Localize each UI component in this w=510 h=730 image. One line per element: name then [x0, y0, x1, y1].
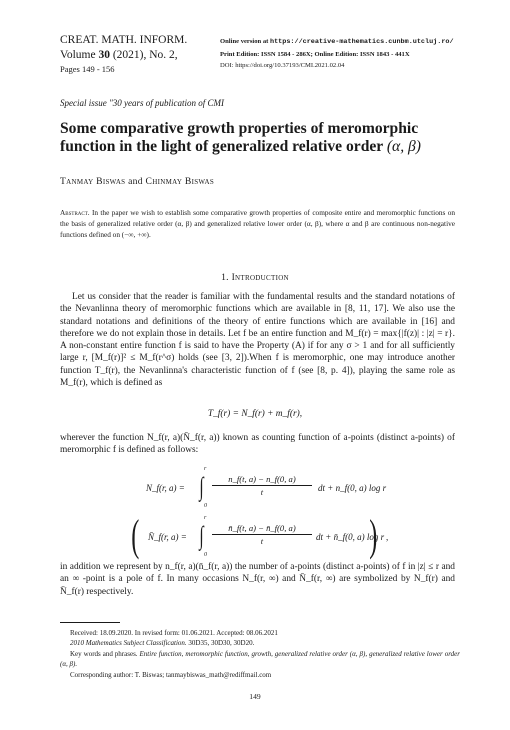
doi-link[interactable]: DOI: https://doi.org/10.37193/CMI.2021.02.04: [220, 62, 345, 70]
integral-sign-icon: ∫: [199, 521, 204, 550]
special-issue-note: Special issue "30 years of publication of CMI: [60, 98, 225, 108]
abstract-text: In the paper we wish to establish some comparative growth properties of composite entire and meromorphic functions on the basis of generalized relative order (α, β) and generalized relative lower order (α, β), where α and β are continuous non-negative functions defined on (−∞, +∞).: [60, 208, 455, 239]
eq2-upper: r: [204, 466, 207, 472]
intro-paragraph: Let us consider that the reader is familiar with the fundamental results and the standard notations of the Nevanlinna theory of meromorphic functions which are available in [8, 11, 17]. We also use the standard notations and definitions of the theory of entire functions which are available in [16] and therefore we do not explain those in details. Let f be an entire function and M_f(r) = max{|f(z)| : |z| = r}. A non-constant entire function f is said to have the Property (A) if for any σ > 1 and for all sufficiently large r, [M_f(r)]² ≤ M_f(r^σ) holds (see [3, 2]).When f is meromorphic, one may introduce another function T_f(r), the Nevanlinna's characteristic function of f (see [8, p. 4]), playing the same role as M_f(r), which is defined as: [60, 292, 455, 389]
publication-info: [220, 36, 454, 72]
footnote-keywords: Key words and phrases. Entire function, meromorphic function, growth, generalized relative order (α, β), generalized relative lower order (α, β).: [60, 649, 461, 669]
eq2-lower: 0: [204, 503, 207, 509]
journal-header: [60, 33, 187, 77]
eq2-lhs: N_f(r, a) =: [146, 483, 185, 493]
journal-name: CREAT. MATH. INFORM.: [60, 34, 188, 46]
online-version: Online version at https://creative-mathematics.cunbm.utcluj.ro/: [220, 38, 454, 46]
abstract-label: Abstract.: [60, 208, 90, 217]
right-paren-icon: ): [369, 511, 378, 560]
page-number: 149: [249, 692, 261, 701]
left-paren-icon: (: [131, 511, 140, 560]
journal-volume: Volume 30 (2021), No. 2,: [60, 48, 178, 61]
abstract: [60, 208, 455, 240]
section-heading: 1. Introduction: [221, 272, 289, 283]
counting-paragraph: wherever the function N_f(r, a)(N̄_f(r, a)) known as counting function of a-points (distinct a-points) of meromorphic f is defined as follows:: [60, 433, 455, 456]
eq3-lhs: N̄_f(r, a) =: [148, 532, 187, 542]
online-url-link[interactable]: https://creative-mathematics.cunbm.utcluj.ro/: [270, 38, 454, 46]
footnote-received: Received: 18.09.2020. In revised form: 01.06.2021. Accepted: 08.06.2021: [70, 629, 278, 637]
equation-counting: [0, 466, 510, 512]
integral-sign-icon: ∫: [199, 472, 204, 501]
eq3-lower: 0: [204, 552, 207, 558]
author-first: Tanmay Biswas: [60, 176, 126, 187]
paper-title: Some comparative growth properties of meromorphic function in the light of generalized relative order (α, β): [60, 120, 421, 155]
eq3-fraction: n̄_f(t, a) − n̄_f(0, a) t: [212, 523, 312, 546]
author-list: Tanmay Biswas and Chinmay Biswas: [60, 176, 215, 187]
journal-pages: Pages 149 - 156: [60, 64, 115, 74]
footnote-msc: 2010 Mathematics Subject Classification. 30D35, 30D30, 30D20.: [70, 639, 255, 648]
equation-characteristic: T_f(r) = N_f(r) + m_f(r),: [207, 409, 303, 419]
eq2-fraction: n_f(t, a) − n_f(0, a) t: [212, 474, 312, 497]
eq3-upper: r: [204, 515, 207, 521]
eq2-tail: dt + n_f(0, a) log r: [318, 483, 387, 493]
eq3-tail: dt + n̄_f(0, a) log r: [316, 532, 385, 542]
issn-line: Print Edition: ISSN 1584 - 286X; Online Edition: ISSN 1843 - 441X: [220, 50, 410, 58]
footnote-corresponding: Corresponding author: T. Biswas; tanmaybiswas_math@rediffmail.com: [70, 670, 272, 679]
equation-distinct-counting: ( N̄_f(r, a) = ∫ r 0 n̄_f(t, a) − n̄_f(0, a) t dt + n̄_f(0, a) log r ) ,: [131, 511, 389, 560]
points-paragraph: in addition we represent by n_f(r, a)(n̄_f(r, a)) the number of a-points (distinct a-points) of f in |z| ≤ r and an ∞ -point is a pole of f. In many occasions N_f(r, ∞) and N̄_f(r, ∞) are symbolized by N_f(r) and N̄_f(r) respectively.: [60, 562, 455, 597]
footnotes: [60, 628, 460, 680]
footnote-divider: [60, 622, 120, 623]
title-math: (α, β): [386, 138, 421, 155]
author-second: Chinmay Biswas: [145, 176, 215, 187]
